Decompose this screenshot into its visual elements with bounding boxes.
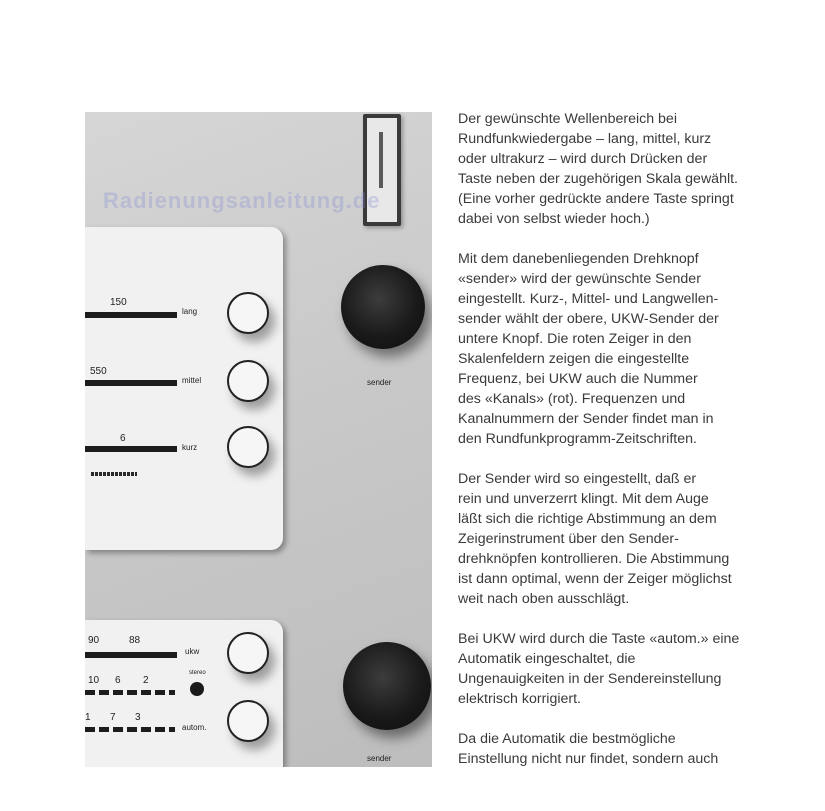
scale-number-kurz: 6 — [120, 433, 126, 444]
scale-number-mittel: 550 — [90, 366, 107, 377]
channel-10: 10 — [88, 675, 100, 686]
ukw-scale — [85, 652, 177, 658]
autom-button[interactable] — [227, 700, 269, 742]
band-label-lang: lang — [182, 307, 198, 316]
channel-3: 3 — [135, 712, 141, 723]
channel-scale-1 — [85, 690, 175, 695]
ukw-number-88: 88 — [129, 635, 141, 646]
band-label-kurz: kurz — [182, 443, 198, 452]
watermark: Radienungsanleitung.de — [103, 188, 381, 213]
mittel-button[interactable] — [227, 360, 269, 402]
paragraph-tuning: Der Sender wird so eingestellt, daß er rein und unverzerrt klingt. Mit dem Auge läßt sich die richtige Abstimmung an dem Zeigerinstrument über den Sender- drehknöpfen kontrollieren. Die Abstimmung ist dann optimal, wenn der Zeiger möglichst weit nach oben ausschlägt. — [458, 471, 732, 607]
paragraph-automatic: Bei UKW wird durch die Taste «autom.» eine Automatik eingeschaltet, die Ungenauigkeiten in der Sendereinstellung elektrisch korrigiert. — [458, 631, 740, 707]
scale-kurz — [85, 446, 177, 452]
scale-lang — [85, 312, 177, 318]
scale-marker — [91, 472, 137, 476]
ukw-label: ukw — [185, 647, 200, 656]
paragraph-wave-band: Der gewünschte Wellenbereich bei Rundfunkwiedergabe – lang, mittel, kurz oder ultrakurz – wird durch Drücken der Taste neben der zugehörigen Skala gewählt. (Eine vorher gedrückte andere Taste springt dabei von selbst wieder hoch.) — [458, 111, 739, 227]
channel-2: 2 — [143, 675, 149, 686]
autom-label: autom. — [182, 723, 207, 732]
kurz-button[interactable] — [227, 426, 269, 468]
ukw-button[interactable] — [227, 632, 269, 674]
band-label-mittel: mittel — [182, 376, 202, 385]
channel-1: 1 — [85, 712, 91, 723]
meter-needle — [379, 132, 383, 188]
am-sender-knob[interactable] — [341, 265, 425, 349]
channel-6: 6 — [115, 675, 121, 686]
scale-mittel — [85, 380, 177, 386]
scale-number-lang: 150 — [110, 297, 127, 308]
fm-sender-knob[interactable] — [343, 642, 431, 730]
instruction-text — [458, 109, 818, 789]
ukw-number-90: 90 — [88, 635, 100, 646]
paragraph-sender-knob: Mit dem danebenliegenden Drehknopf «sender» wird der gewünschte Sender eingestellt. Kurz-, Mittel- und Langwellen- sender wählt der obere, UKW-Sender der untere Knopf. Die roten Zeiger in den Skalenfeldern zeigen die eingestellte Frequenz, bei UKW auch die Nummer des «Kanals» (rot). Frequenzen und Kanalnummern der Sender findet man in den Rundfunkprogramm-Zeitschriften. — [458, 251, 719, 447]
channel-7: 7 — [110, 712, 116, 723]
channel-scale-2 — [85, 727, 175, 732]
lang-button[interactable] — [227, 292, 269, 334]
paragraph-continued: Da die Automatik die bestmögliche Einstellung nicht nur findet, sondern auch — [458, 731, 719, 767]
fm-knob-label: sender — [367, 754, 392, 763]
stereo-label: stereo — [189, 670, 206, 676]
am-knob-label: sender — [367, 378, 392, 387]
stereo-indicator — [190, 682, 204, 696]
radio-photo — [85, 112, 432, 767]
